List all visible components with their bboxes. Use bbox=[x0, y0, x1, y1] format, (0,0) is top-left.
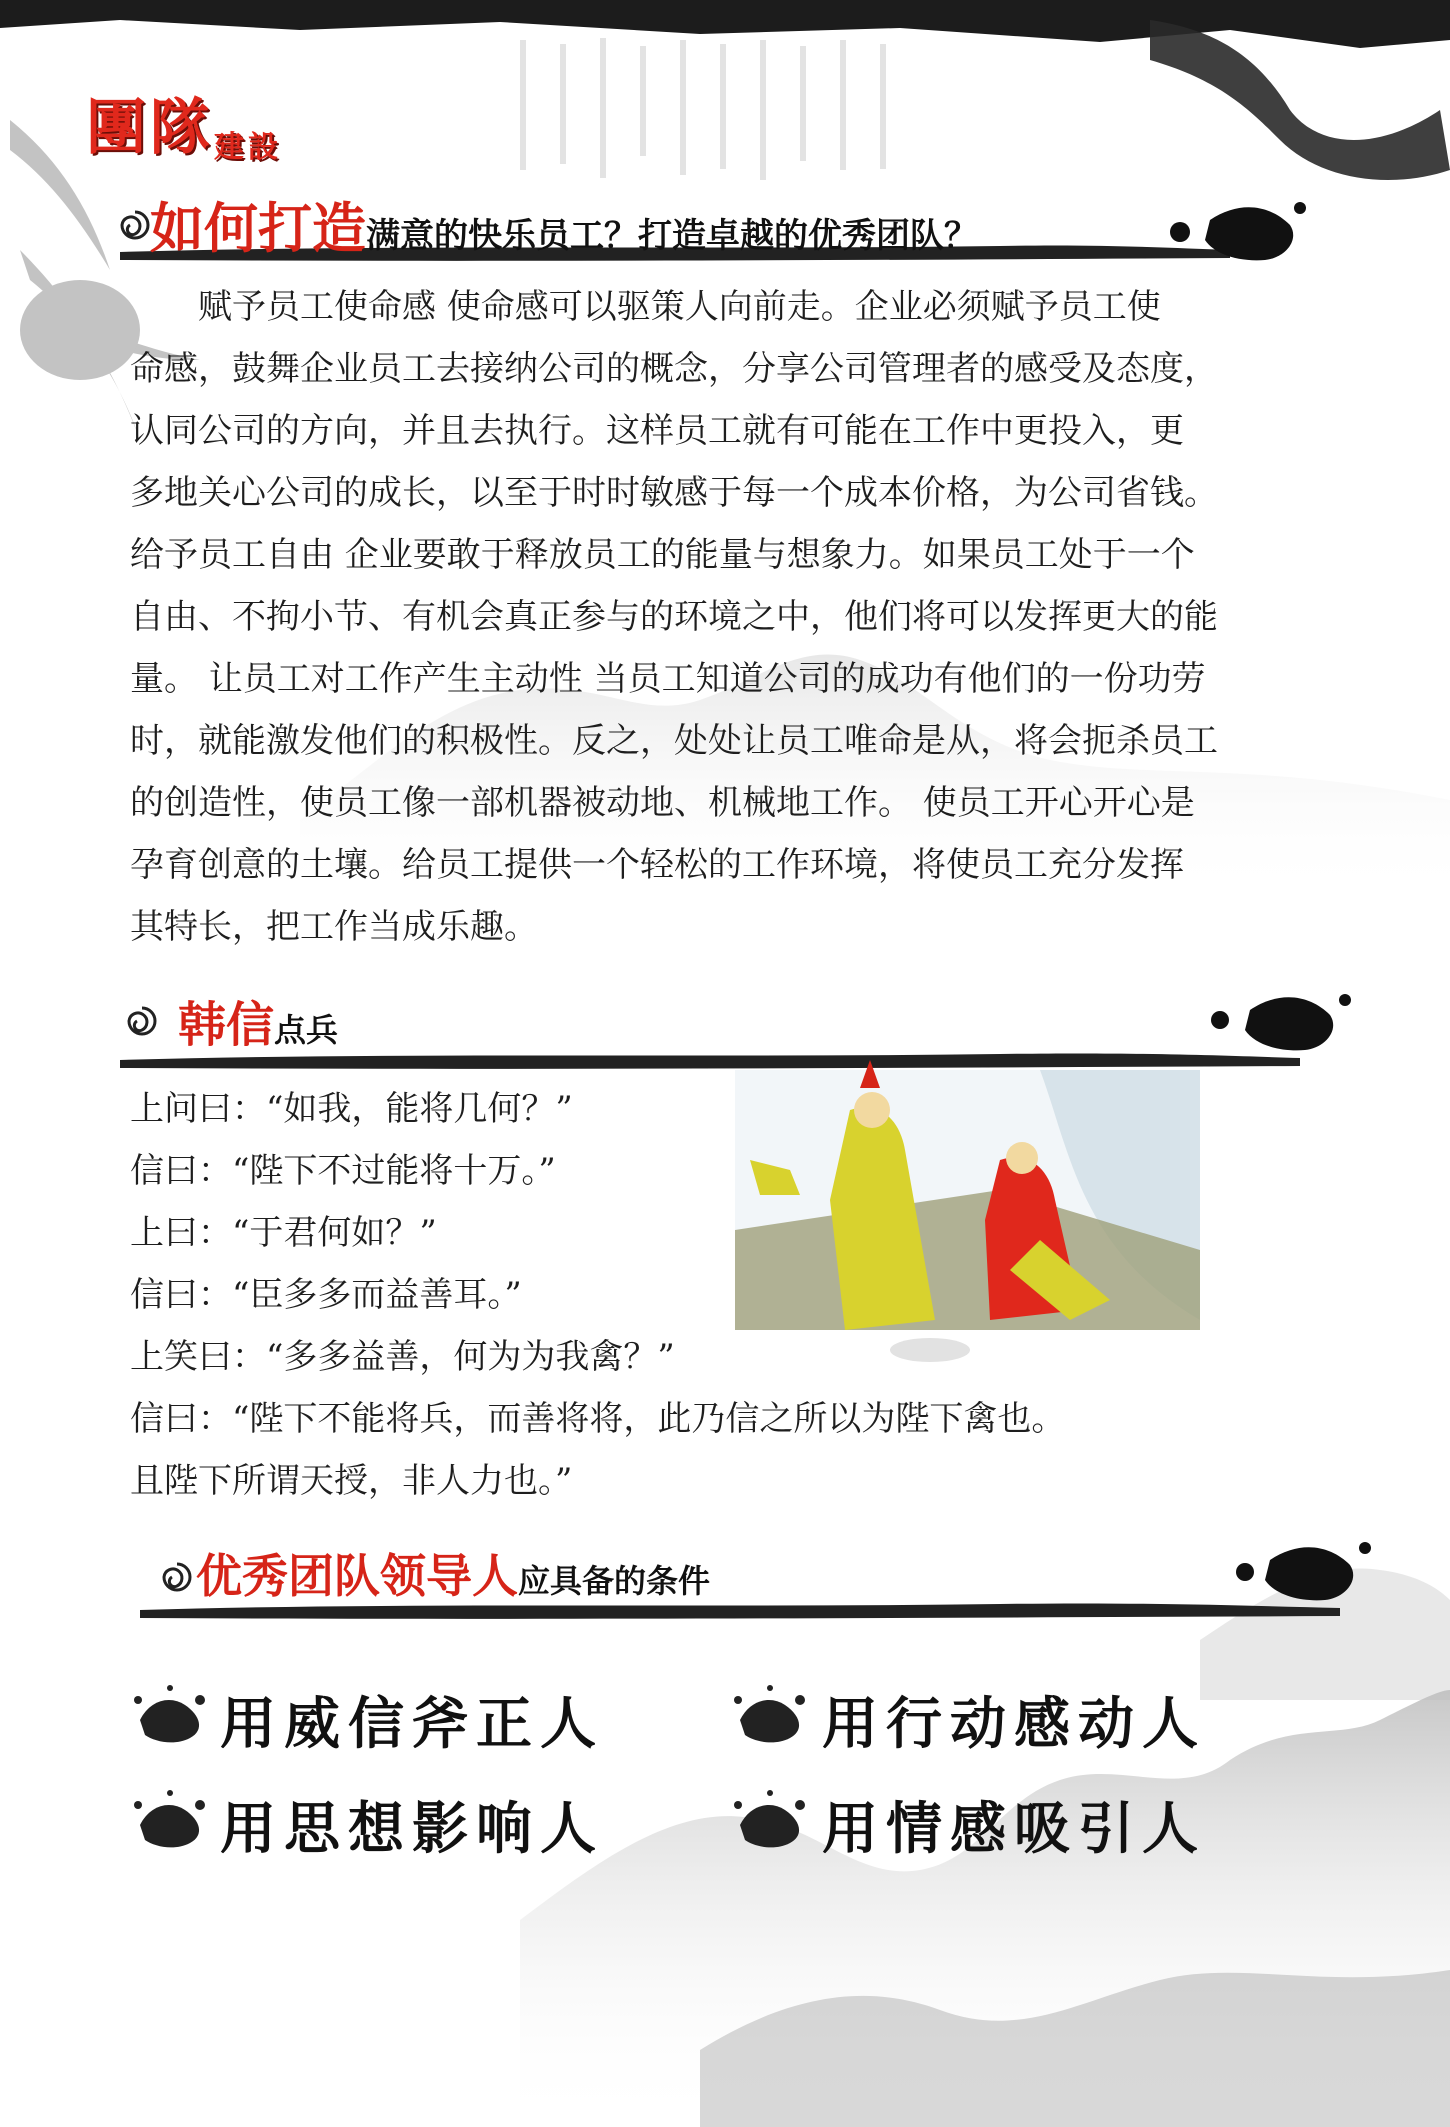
section-3-title-black: 应具备的条件 bbox=[518, 1562, 711, 1600]
dialog-line: 上曰：“于君何如？” bbox=[130, 1213, 437, 1253]
dialog-line: 信曰：“陛下不能将兵，而善将将，此乃信之所以为陛下禽也。 bbox=[130, 1399, 1066, 1439]
paragraph-line: 的创造性，使员工像一部机器被动地、机械地工作。 使员工开心开心是 bbox=[130, 783, 1195, 823]
paragraph-line: 自由、不拘小节、有机会真正参与的环境之中，他们将可以发挥更大的能 bbox=[130, 597, 1218, 637]
section-2-title-black: 点兵 bbox=[274, 1011, 339, 1049]
ink-splash-icon bbox=[130, 1785, 214, 1855]
swirl-icon bbox=[125, 1004, 159, 1038]
dialog-line: 上问曰：“如我，能将几何？” bbox=[130, 1089, 573, 1129]
ink-splash-icon bbox=[730, 1785, 814, 1855]
condition-3: 用思想影响人 bbox=[220, 1797, 604, 1862]
dialog-line: 且陛下所谓天授，非人力也。” bbox=[130, 1461, 573, 1501]
condition-2: 用行动感动人 bbox=[822, 1692, 1206, 1757]
paragraph-line: 多地关心公司的成长，以至于时时敏感于每一个成本价格，为公司省钱。 bbox=[130, 473, 1218, 513]
paragraph-line: 认同公司的方向，并且去执行。这样员工就有可能在工作中更投入，更 bbox=[130, 411, 1184, 451]
paragraph-line: 赋予员工使命感 使命感可以驱策人向前走。企业必须赋予员工使 bbox=[130, 287, 1161, 327]
section-1-body bbox=[130, 276, 1370, 958]
dialog-block bbox=[130, 1078, 1330, 1512]
ink-splash-icon bbox=[730, 1680, 814, 1750]
dialog-line: 上笑曰：“多多益善，何为为我禽？” bbox=[130, 1337, 675, 1377]
condition-4: 用情感吸引人 bbox=[822, 1797, 1206, 1862]
paragraph-line: 给予员工自由 企业要敢于释放员工的能量与想象力。如果员工处于一个 bbox=[130, 535, 1195, 575]
section-3-title-red: 优秀团队领导人 bbox=[196, 1549, 518, 1603]
section-1-title-red: 如何打造 bbox=[150, 197, 366, 260]
paragraph-line: 命感，鼓舞企业员工去接纳公司的概念，分享公司管理者的感受及态度， bbox=[130, 349, 1218, 389]
ink-splash-icon bbox=[130, 1680, 214, 1750]
header-title-small: 建設 bbox=[214, 130, 282, 165]
paragraph-line: 其特长，把工作当成乐趣。 bbox=[130, 907, 538, 947]
condition-1: 用威信斧正人 bbox=[220, 1692, 604, 1757]
dialog-line: 信曰：“陛下不过能将十万。” bbox=[130, 1151, 556, 1191]
section-heading-1 bbox=[150, 186, 978, 260]
dialog-line: 信曰：“臣多多而益善耳。” bbox=[130, 1275, 522, 1315]
section-heading-2 bbox=[178, 986, 338, 1056]
header-title-main: 團隊 bbox=[86, 93, 214, 163]
section-heading-3 bbox=[196, 1540, 710, 1610]
swirl-icon bbox=[160, 1560, 194, 1594]
paragraph-line: 时，就能激发他们的积极性。反之，处处让员工唯命是从，将会扼杀员工 bbox=[130, 721, 1218, 761]
section-2-title-red: 韩信 bbox=[178, 997, 275, 1053]
paragraph-line: 孕育创意的土壤。给员工提供一个轻松的工作环境，将使员工充分发挥 bbox=[130, 845, 1184, 885]
swirl-icon bbox=[118, 208, 152, 242]
section-1-title-black: 满意的快乐员工？打造卓越的优秀团队？ bbox=[366, 216, 978, 256]
header-title bbox=[86, 80, 282, 166]
paragraph-line: 量。 让员工对工作产生主动性 当员工知道公司的成功有他们的一份功劳 bbox=[130, 659, 1206, 699]
